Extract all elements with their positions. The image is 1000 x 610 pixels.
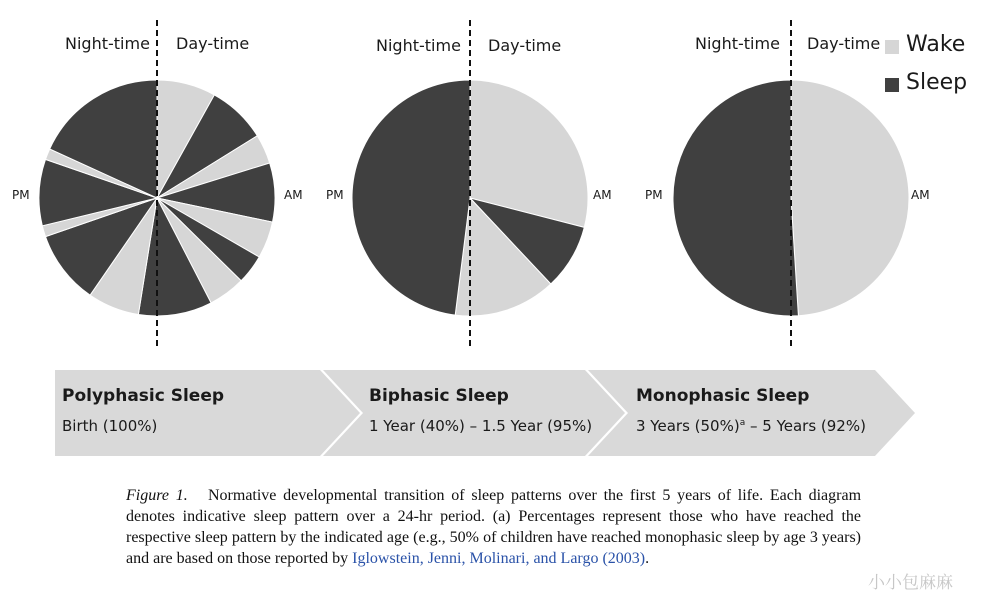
day-time-label: Day-time [488,36,562,55]
stage-title-polyphasic: Polyphasic Sleep [62,386,225,406]
figure-label: Figure 1. [126,487,188,504]
pie3-slice-wake-0 [791,80,909,316]
figure-caption [126,485,861,569]
legend-wake-label: Wake [906,32,966,57]
pm-label: PM [12,188,30,202]
arrow-biphasic [323,370,625,456]
stage-age-polyphasic: Birth (100%) [62,417,158,435]
am-label: AM [593,188,612,202]
night-time-label: Night-time [695,34,780,53]
day-time-label: Day-time [807,34,881,53]
legend-sleep-label: Sleep [906,70,968,95]
arrow-polyphasic [55,370,360,456]
am-label: AM [284,188,303,202]
arrow-monophasic [588,370,915,456]
legend-wake-swatch [885,40,899,54]
caption-text: Normative developmental transition of sleep patterns over the first 5 years of life. Each diagram denotes indicative sleep pattern over a 24-hr period. (a) Percentages represent those who have reached the respective sleep pattern by the indicated age (e.g., 50% of children have reached monophasic sleep by age 3 years) and are based on those reported by [126,487,862,567]
pm-label: PM [326,188,344,202]
stage-age-monophasic-end: – 5 Years (92%) [745,417,866,435]
am-label: AM [911,188,930,202]
watermark: 小小包麻麻 [868,573,953,593]
night-time-label: Night-time [65,34,150,53]
day-time-label: Day-time [176,34,250,53]
pm-label: PM [645,188,663,202]
night-time-label: Night-time [376,36,461,55]
legend-sleep-swatch [885,78,899,92]
stage-age-monophasic [636,417,866,435]
caption-end: . [645,550,650,567]
citation-link[interactable]: Iglowstein, Jenni, Molinari, and Largo (2003) [352,550,646,567]
stage-title-biphasic: Biphasic Sleep [369,386,509,406]
stage-age-biphasic: 1 Year (40%) – 1.5 Year (95%) [369,417,593,435]
pie2-slice-sleep-3 [352,80,470,315]
stage-age-monophasic-start: 3 Years (50%) [636,417,740,435]
stage-title-monophasic: Monophasic Sleep [636,386,810,406]
pie3-slice-sleep-1 [673,80,798,316]
footnote-marker: a [739,418,746,428]
